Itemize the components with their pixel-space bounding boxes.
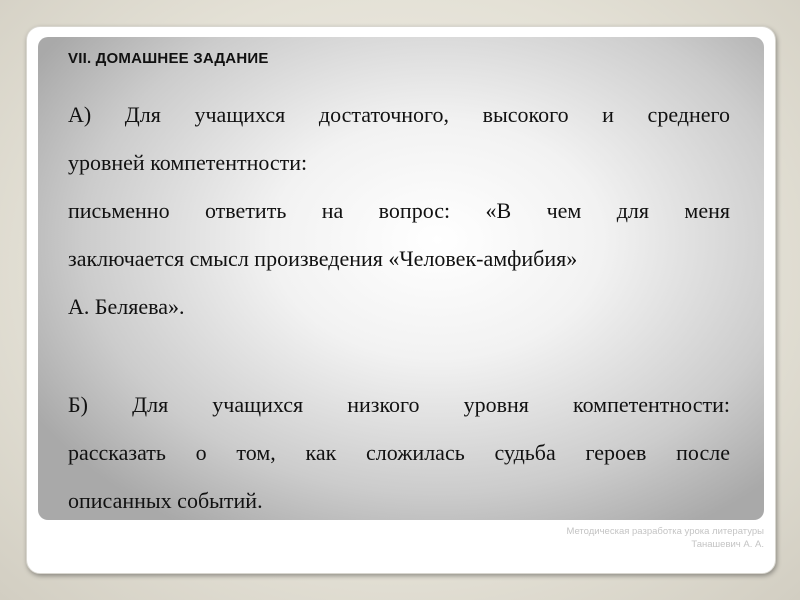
task-a-line-4: заключается смысл произведения «Человек-амфибия» — [68, 246, 578, 271]
task-a-line-3: письменно ответить на вопрос: «В чем для меня — [68, 198, 730, 223]
task-a-line-1: А) Для учащихся достаточного, высокого и среднего — [68, 102, 730, 127]
task-a-line-2: уровней компетентности: — [68, 150, 308, 175]
footer-line-2: Танашевич А. А. — [691, 539, 764, 550]
task-b-line-1: Б) Для учащихся низкого уровня компетентности: — [68, 392, 730, 417]
task-b-line-2: рассказать о том, как сложилась судьба героев после — [68, 440, 730, 465]
slide-footer — [566, 525, 764, 551]
footer-line-1: Методическая разработка урока литературы — [566, 526, 764, 537]
task-b-line-3: описанных событий. — [68, 488, 263, 513]
task-a-line-5: А. Беляева». — [68, 294, 185, 319]
slide-heading: VII. ДОМАШНЕЕ ЗАДАНИЕ — [68, 50, 269, 67]
